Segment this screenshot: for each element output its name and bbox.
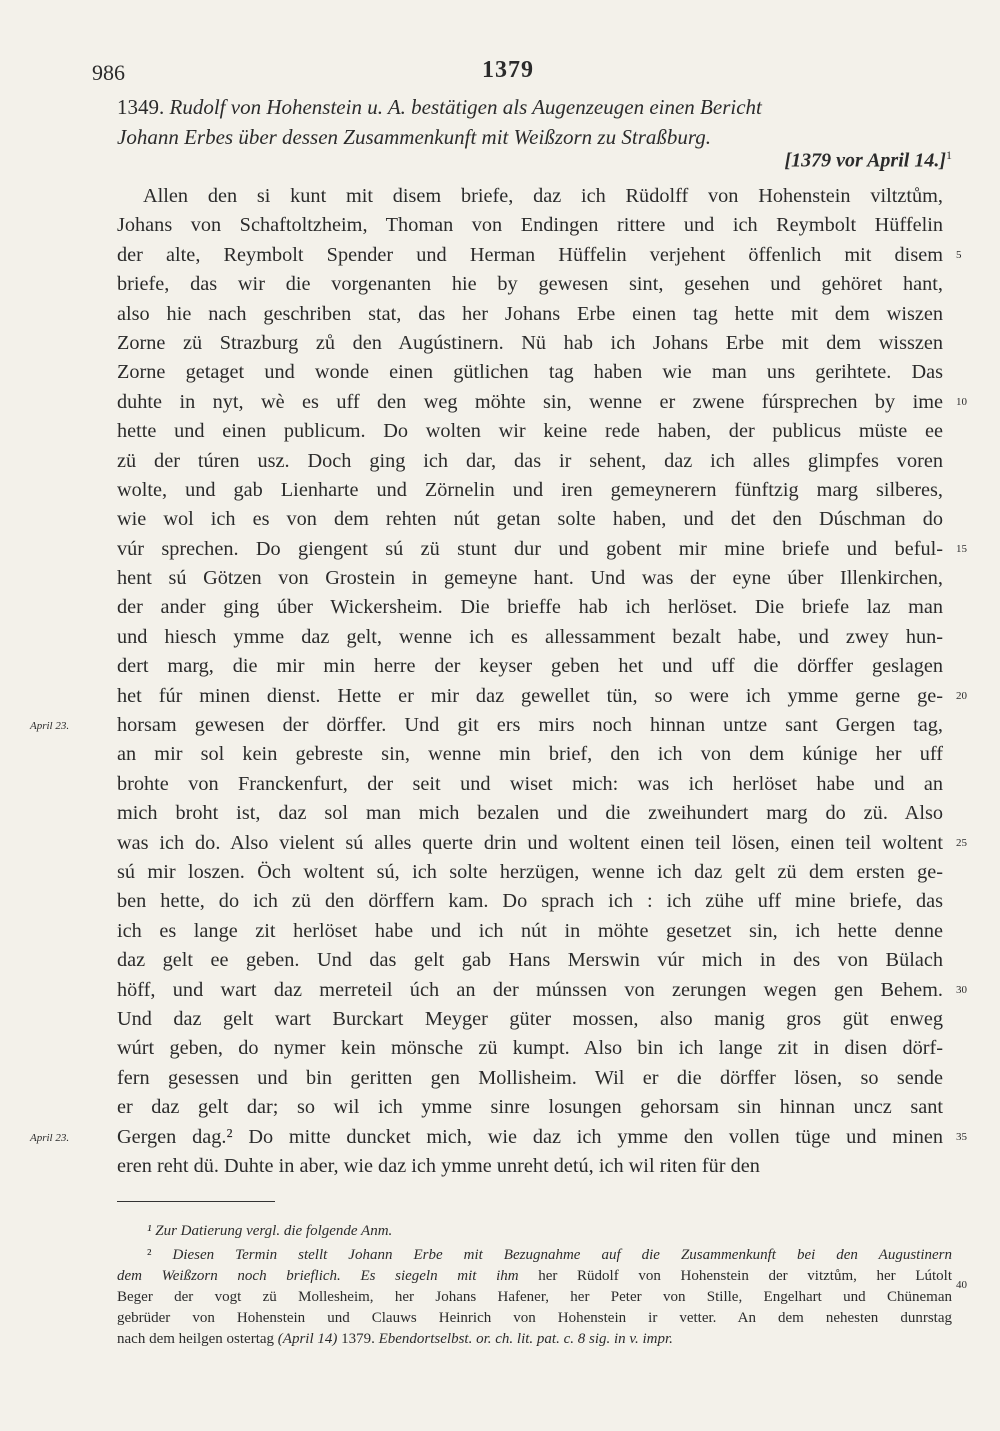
text-line: Allen den si kunt mit disem briefe, daz ich Rüdolff von Hohenstein viltztům, bbox=[143, 185, 943, 207]
text-line: mich broht ist, daz sol man mich bezalen und die zweihundert marg do zü. Also bbox=[117, 802, 943, 825]
text-line: briefe, das wir die vorgenanten hie by gewesen sint, gesehen und gehöret hant, bbox=[117, 273, 943, 296]
running-head-year: 1379 bbox=[482, 57, 534, 83]
text-line: horsam gewesen der dörffer. Und git ers mirs noch hinnan untze sant Gergen tag, bbox=[117, 714, 943, 737]
margin-date-note: April 23. bbox=[30, 1131, 70, 1144]
footnotes bbox=[117, 1221, 952, 1350]
text-line: duhte in nyt, wè es uff den weg möhte sin, wenne er zwene fúrsprechen by ime bbox=[117, 390, 943, 413]
line-number: 15 bbox=[956, 542, 967, 555]
text-line: daz gelt ee geben. Und das gelt gab Hans Merswin vúr mich in des von Bülach bbox=[117, 949, 943, 972]
text-line: Gergen dag.² Do mitte duncket mich, wie daz ich ymme den vollen tüge und minen bbox=[117, 1125, 943, 1148]
text-line: ben hette, do ich zü den dörffern kam. Do sprach ich : ich zühe uff mine briefe, das bbox=[117, 890, 943, 913]
text-line: höff, und wart daz merreteil úch an der múnssen von zerungen wegen gen Behem. bbox=[117, 978, 943, 1001]
text-line: fern gesessen und bin geritten gen Mollisheim. Wil er die dörffer lösen, so sende bbox=[117, 1066, 943, 1089]
text-line: wie wol ich es von dem rehten nút getan solte haben, und det den Dúschman do bbox=[117, 508, 943, 531]
document-number: 1349. bbox=[117, 95, 165, 119]
margin-date-note: April 23. bbox=[30, 720, 70, 733]
document-body bbox=[117, 182, 943, 1181]
text-line: zü der túren usz. Doch ging ich dar, das ir sehent, daz ich alles glimpfes voren bbox=[117, 449, 943, 472]
text-line: brohte von Franckenfurt, der seit und wiset mich: was ich herlöset habe und an bbox=[117, 772, 943, 795]
page-number: 986 bbox=[92, 60, 125, 85]
document-title-line2: Johann Erbes über dessen Zusammenkunft mit Weißzorn zu Straßburg. bbox=[117, 125, 712, 149]
text-line: der alte, Reymbolt Spender und Herman Hüffelin verjehent öffenlich mit disem bbox=[117, 243, 943, 266]
text-line: wúrt geben, do nymer kein mönsche zü kumpt. Also bin ich lange zit in disen dörf- bbox=[117, 1037, 943, 1060]
text-line: wolte, und gab Lienharte und Zörnelin und iren gemeynerern fünftzig marg silberes, bbox=[117, 478, 943, 501]
line-number: 10 bbox=[956, 395, 967, 408]
text-line: Zorne getaget und wonde einen gütlichen tag haben wie man uns gerihtete. Das bbox=[117, 361, 943, 384]
text-line: der ander ging úber Wickersheim. Die brieffe hab ich herlöset. Die briefe laz man bbox=[117, 596, 943, 619]
line-number: 20 bbox=[956, 689, 967, 702]
text-line: er daz gelt dar; so wil ich ymme sinre losungen gehorsam sin hinnan uncz sant bbox=[117, 1096, 943, 1119]
footnote-rule bbox=[117, 1201, 275, 1202]
text-line: hette und einen publicum. Do wolten wir keine rede haben, der publicus müste ee bbox=[117, 420, 943, 443]
line-number: 25 bbox=[956, 836, 967, 849]
footnote-line: Beger der vogt zü Mollesheim, her Johans Hafener, her Peter von Stille, Engelhart und Chüneman bbox=[117, 1289, 952, 1305]
text-line: ich es lange zit herlöset habe und ich nút in möhte gesetzet sin, ich hette denne bbox=[117, 919, 943, 942]
line-number: 30 bbox=[956, 983, 967, 996]
text-line: het fúr minen dienst. Hette er mir daz gewellet tün, so were ich ymme gerne ge- bbox=[117, 684, 943, 707]
footnote-ref-1: 1 bbox=[946, 148, 952, 162]
text-line: eren reht dü. Duhte in aber, wie daz ich ymme unreht detú, ich wil riten für den bbox=[117, 1154, 760, 1177]
dateline-text: [1379 vor April 14.] bbox=[784, 149, 946, 172]
text-line: und hiesch ymme daz gelt, wenne ich es allessamment bezalt habe, und zwey hun- bbox=[117, 625, 943, 648]
dateline bbox=[117, 148, 952, 173]
footnote-1: ¹ Zur Datierung vergl. die folgende Anm. bbox=[147, 1223, 393, 1239]
text-line: was ich do. Also vielent sú alles querte drin und woltent einen teil lösen, einen teil woltent bbox=[117, 831, 943, 854]
text-line: Johans von Schaftoltzheim, Thoman von Endingen rittere und ich Reymbolt Hüffelin bbox=[117, 214, 943, 237]
line-number: 35 bbox=[956, 1130, 967, 1143]
line-number: 40 bbox=[956, 1279, 967, 1291]
text-line: Zorne zü Strazburg zů den Augústinern. Nü hab ich Johans Erbe mit dem wisszen bbox=[117, 331, 943, 354]
document-heading bbox=[117, 92, 952, 152]
text-line: also hie nach geschriben stat, das her Johans Erbe einen tag hette mit dem wiszen bbox=[117, 302, 943, 325]
document-title-line1: Rudolf von Hohenstein u. A. bestätigen als Augenzeugen einen Bericht bbox=[169, 95, 762, 119]
line-number: 5 bbox=[956, 248, 962, 261]
footnote-line: dem Weißzorn noch brieflich. Es siegeln mit ihm her Rüdolf von Hohenstein der vitztům, her Lútolt bbox=[117, 1268, 952, 1284]
text-line: vúr sprechen. Do giengent sú zü stunt dur und gobent mir mine briefe und beful- bbox=[117, 537, 943, 560]
text-line: dert marg, die mir min herre der keyser geben het und uff die dörffer geslagen bbox=[117, 655, 943, 678]
text-line: an mir sol kein gebreste sin, wenne min brief, den ich von dem kúnige her uff bbox=[117, 743, 943, 766]
text-line: Und daz gelt wart Burckart Meyger güter mossen, also manig gros güt enweg bbox=[117, 1007, 943, 1030]
text-line: sú mir loszen. Öch woltent sú, ich solte herzügen, wenne ich daz gelt zü dem ersten ge- bbox=[117, 860, 943, 883]
footnote-line: gebrüder von Hohenstein und Clauws Heinrich von Hohenstein ir vetter. An dem nehesten dunrstag bbox=[117, 1310, 952, 1326]
footnote-line: ² Diesen Termin stellt Johann Erbe mit Bezugnahme auf die Zusammenkunft bei den Augustinern bbox=[147, 1247, 952, 1263]
footnote-2 bbox=[117, 1245, 952, 1350]
text-line: hent sú Götzen von Grostein in gemeyne hant. Und was der eyne úber Illenkirchen, bbox=[117, 567, 943, 590]
footnote-line: nach dem heilgen ostertag (April 14) 1379. Ebendortselbst. or. ch. lit. pat. c. 8 sig. in v. impr. bbox=[117, 1331, 673, 1347]
